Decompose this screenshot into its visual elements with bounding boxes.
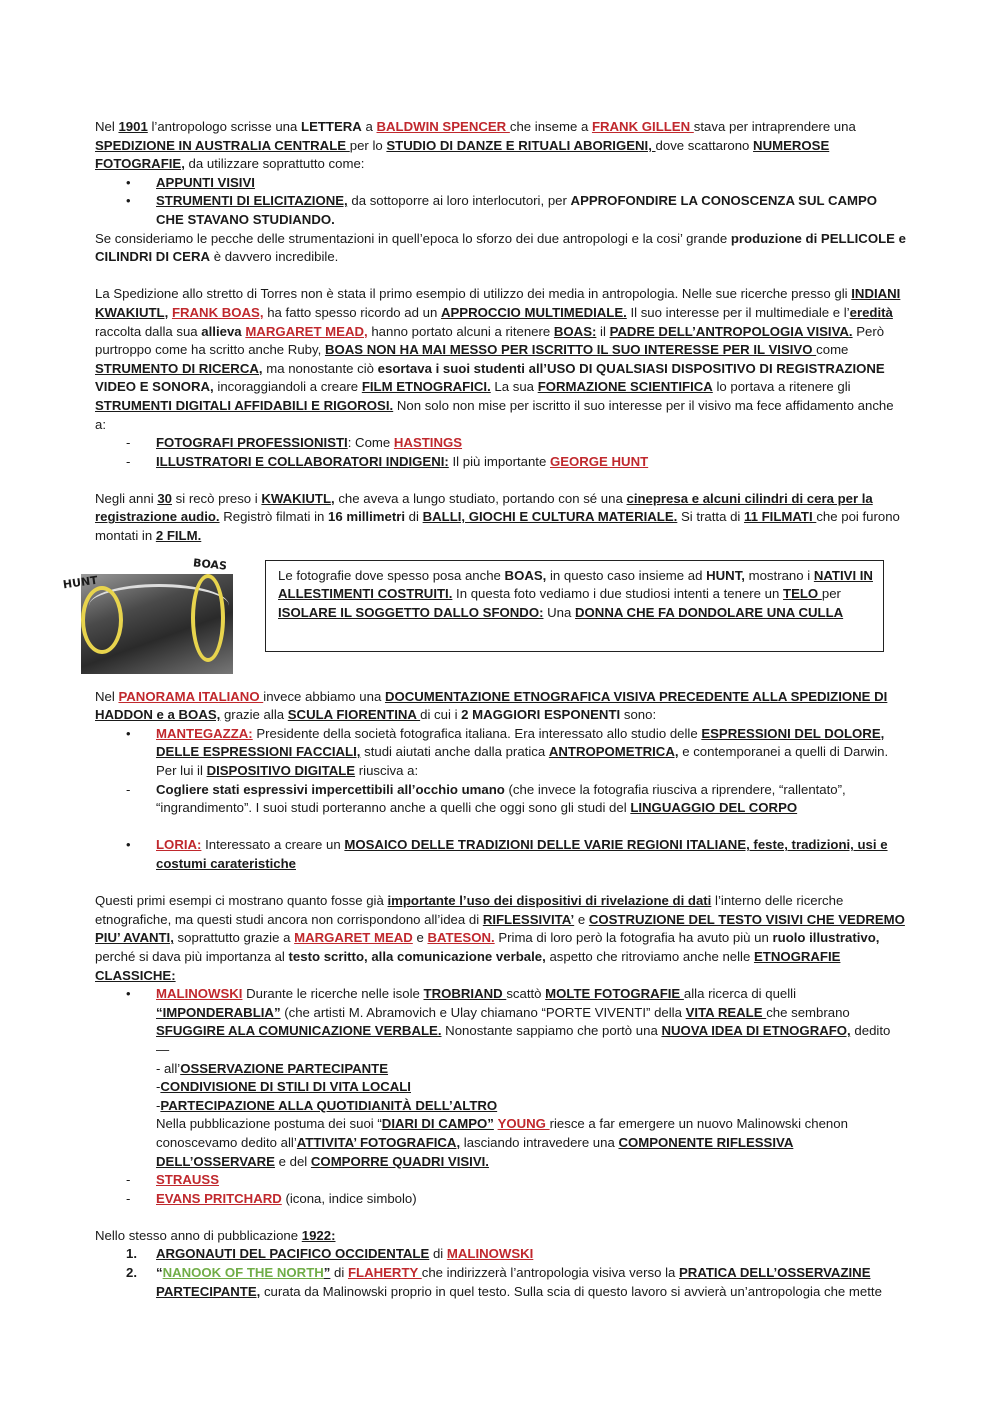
photo-box-row [62,548,907,688]
list-item: • STRUMENTI DI ELICITAZIONE, da sottoporre ai loro interlocutori, per APPROFONDIRE LA CONOSCENZA SUL CAMPO CHE STAVANO STUDIANDO. [95,192,907,229]
list-item: 1. ARGONAUTI DEL PACIFICO OCCIDENTALE di MALINOWSKI [126,1246,534,1262]
paragraph-spencer-gillen: Nel 1901 l’antropologo scrisse una LETTERA a BALDWIN SPENCER che inseme a FRANK GILLEN stava per intraprendere una SPEDIZIONE IN AUSTRALIA CENTRALE per lo STUDIO DI DANZE E RITUALI ABORIGENI, dove scattarono NUMEROSE FOTOGRAFIE, da utilizzare soprattutto come: [95,119,856,172]
list-item: • APPUNTI VISIVI [95,174,907,193]
list-italian-authors [95,725,907,874]
label-hunt: HUNT [62,573,99,592]
list-item: 2. “NANOOK OF THE NORTH” di FLAHERTY che indirizzerà l’antropologia visiva verso la PRATICA DELL’OSSERVAZINE PARTECIPANTE, curata da Malinowski proprio in quel testo. Sulla scia di questo lavoro si avvierà un’antropologia che mette [126,1265,882,1299]
paragraph-kwakiutl: Negli anni 30 si recò preso i KWAKIUTL, che aveva a lungo studiato, portando con sé una cinepresa e alcuni cilindri di cera per la registrazione audio. Registrò filmati in 16 millimetri di BALLI, GIOCHI E CULTURA MATERIALE. Si tratta di 11 FILMATI che poi furono montati in 2 FILM. [95,490,900,544]
list-item: - STRAUSS [95,1171,907,1190]
document-page [62,118,907,1301]
paragraph-boas: La Spedizione allo stretto di Torres non è stata il primo esempio di utilizzo dei media in antropologia. Nelle sue ricerche presso gli INDIANI KWAKIUTL, FRANK BOAS, ha fatto spesso ricordo ad un APPROCCIO MULTIMEDIALE. Il suo interesse per il multimediale e l’eredità raccolta dalla sua allieva MARGARET MEAD, hanno portato alcuni a ritenere BOAS: il PADRE DELL’ANTROPOLOGIA VISIVA. Però purtroppo come ha scritto anche Ruby, BOAS NON HA MAI MESSO PER ISCRITTO IL SUO INTERESSE PER IL VISIVO come STRUMENTO DI RICERCA, ma nonostante ciò esortava i suoi studenti all’USO DI QUALSIASI DISPOSITIVO DI REGISTRAZIONE VIDEO E SONORA, incoraggiandoli a creare FILM ETNOGRAFICI. La sua FORMAZIONE SCIENTIFICA lo portava a ritenere gli STRUMENTI DIGITALI AFFIDABILI E RIGOROSI. Non solo non mise per iscritto il suo interesse per il visivo ma fece affidamento anche a: [95,286,901,432]
label-boas: BOAS [192,555,228,573]
paragraph-riflessivita: Questi primi esempi ci mostrano quanto fosse già importante l’uso dei dispositivi di rivelazione di dati l’interno delle ricerche etnografiche, ma questi studi ancora non corrispondono all’idea di RIFLESSIVITA’ e COSTRUZIONE DEL TESTO VISIVI CHE VEDREMO PIU’ AVANTI, soprattutto grazie a MARGARET MEAD e BATESON. Prima di loro però la fotografia ha avuto più un ruolo illustrativo, perché si dava più importanza al testo scritto, alla comunicazione verbale, aspetto che ritroviamo anche nelle ETNOGRAFIE CLASSICHE: [95,893,905,983]
list-item: - FOTOGRAFI PROFESSIONISTI: Come HASTINGS [95,434,907,453]
boas-hunt-photo [59,556,237,666]
photo-caption-box: Le fotografie dove spesso posa anche BOAS, in questo caso insieme ad HUNT, mostrano i NATIVI IN ALLESTIMENTI COSTRUITI. In questa foto vediamo i due studiosi intenti a tenere un TELO per ISOLARE IL SOGGETTO DALLO SFONDO: Una DONNA CHE FA DONDOLARE UNA CULLA [265,560,884,652]
dash-list-collaborators [95,434,907,471]
list-item: • MANTEGAZZA: Presidente della società fotografica italiana. Era interessato allo studio delle ESPRESSIONI DEL DOLORE, DELLE ESPRESSIONI FACCIALI, studi aiutati anche dalla pratica ANTROPOMETRICA, e contemporanei a quelli di Darwin. Per lui il DISPOSITIVO DIGITALE riusciva a: [95,725,907,781]
paragraph-panorama-italiano: Nel PANORAMA ITALIANO invece abbiamo una DOCUMENTAZIONE ETNOGRAFICA VISIVA PRECEDENTE ALLA SPEDIZIONE DI HADDON e a BOAS, grazie alla SCULA FIORENTINA di cui i 2 MAGGIORI ESPONENTI sono: [95,688,888,723]
list-item: - ILLUSTRATORI E COLLABORATORI INDIGENI: Il più importante GEORGE HUNT [95,453,907,472]
highlight-circle-boas [191,574,225,662]
list-item: • MALINOWSKI Durante le ricerche nelle isole TROBRIAND scattò MOLTE FOTOGRAFIE alla ricerca di quelli “IMPONDERABLIA” (che artisti M. Abramovich e Ulay chiamano “PORTE VIVENTI” della VITA REALE che sembrano SFUGGIRE ALA COMUNICAZIONE VERBALE. Nonostante sappiamo che portò una NUOVA IDEA DI ETNOGRAFO, dedito — - all’OSSERVAZIONE PARTECIPANTE -CONDIVISIONE DI STILI DI VITA LOCALI -PARTECIPAZIONE ALLA QUOTIDIANITÀ DELL’ALTRO Nella pubblicazione postuma dei suoi “DIARI DI CAMPO” YOUNG riesce a far emergere un nuovo Malinowski chenon conoscevamo dedito all’ATTIVITA’ FOTOGRAFICA, lasciando intravedere una COMPONENTE RIFLESSIVA DELL’OSSERVARE e del COMPORRE QUADRI VISIVI. [95,985,907,1171]
numbered-list-1922 [95,1245,907,1301]
paragraph-1922: Nello stesso anno di pubblicazione 1922: [95,1227,336,1243]
list-item: • LORIA: Interessato a creare un MOSAICO DELLE TRADIZIONI DELLE VARIE REGIONI ITALIANE, feste, tradizioni, usi e costumi carateristiche [95,836,907,873]
bullet-list-uses [95,174,907,230]
list-item: - Cogliere stati espressivi impercettibili all’occhio umano (che invece la fotografia riusciva a riprendere, “rallentato”, “ingrandimento”. I suoi studi porteranno anche a quelli che oggi sono gli studi del LINGUAGGIO DEL CORPO [95,781,907,818]
list-item: - EVANS PRITCHARD (icona, indice simbolo) [95,1190,907,1209]
highlight-circle-hunt [81,586,123,654]
list-classical-ethnographers [95,985,907,1208]
paragraph-pellicole: Se consideriamo le pecche delle strumentazioni in quell’epoca lo sforzo dei due antropologi e la cosi’ grande produzione di PELLICOLE e CILINDRI DI CERA è davvero incredibile. [95,230,906,265]
